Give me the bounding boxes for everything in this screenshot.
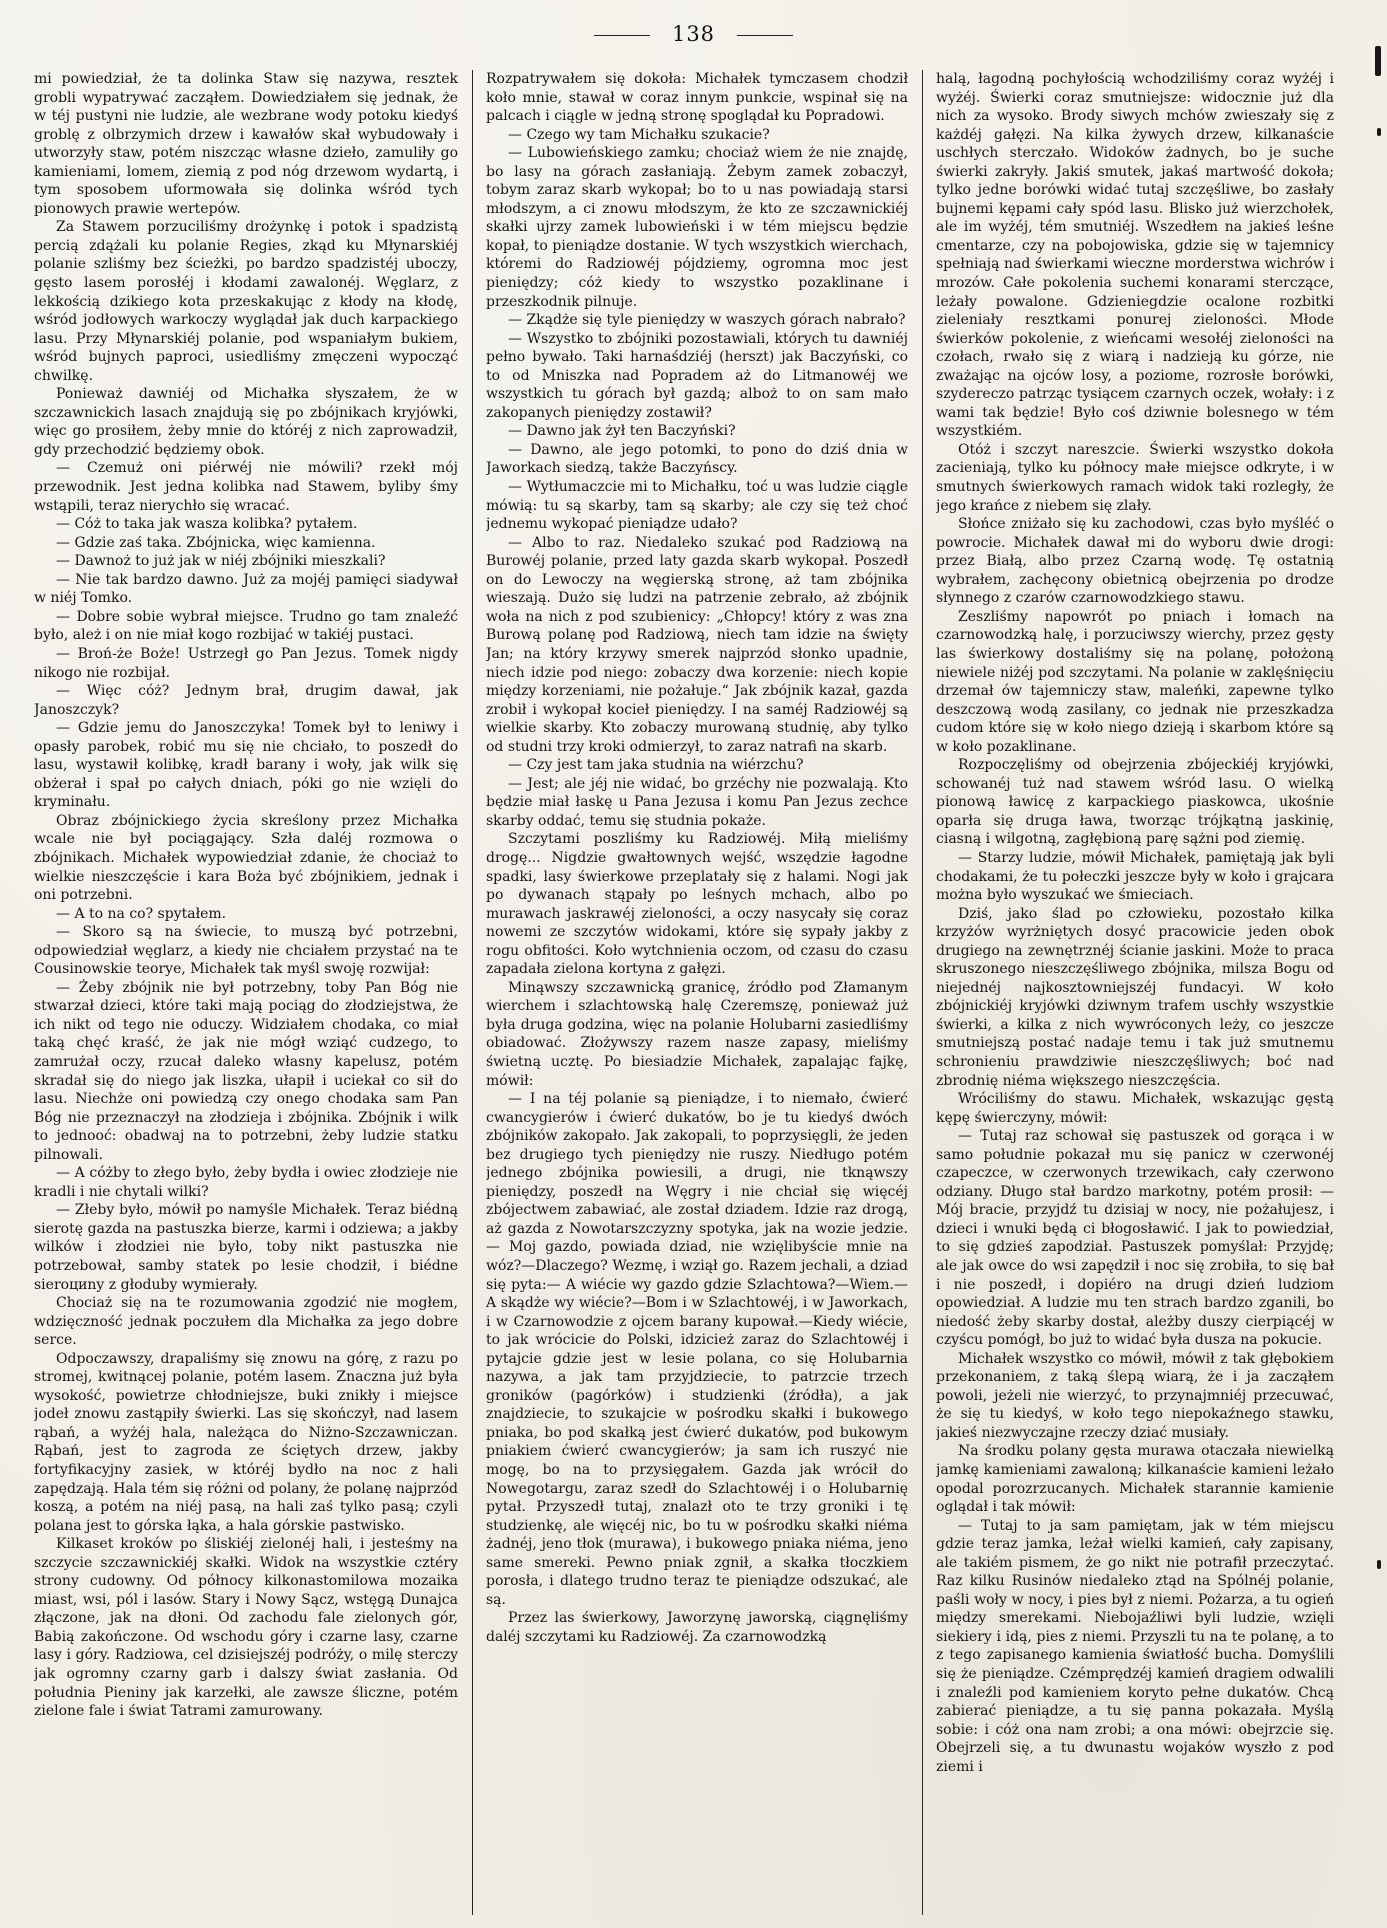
paragraph: — Żeby zbójnik nie był potrzebny, toby Pan Bóg nie stwarzał dzieci, które taki mają pociąg do złodziejstwa, że ich nikt od tego nie oduczy. Widziałem chodaka, co miał taką chęć kraść, że jak nie mógł wziąć cudzego, to zamrużał oczy, rzucał daleko własny kapelusz, potém skradał się do niego jak liszka, ułapił i uciekał co sił do lasu. Niechże oni powiedzą czy onego chodaka sam Pan Bóg nie przeznaczył na złodzieja i zbójnika. Zbójnik i wilk to jednooć: obadwaj na to potrzebni, żeby ludzie statku pilnowali. (34, 979, 458, 1163)
paragraph: Kilkaset kroków po śliskiéj zielonéj hali, i jesteśmy na szczycie szczawnickiéj skałki. Widok na wszystkie cztéry strony cudowny. Od północy kilkonastomilowa mozaika miast, wsi, pól i lasów. Stary i Nowy Sącz, wstęgą Dunajca złączone, jak na dłoni. Od zachodu fale zielonych gór, Babią zakończone. Od wschodu góry i czarne lasy, czarne lasy i góry. Radziowa, cel dzisiejszéj podróży, o milę sterczy jak ogromny czarny garb i dalszy świat zasłania. Od południa Pieniny jak karzełki, ale zawsze śliczne, potém zielone fale i świat Tatrami zamurowany. (34, 1536, 458, 1720)
paragraph: Otóż i szczyt nareszcie. Świerki wszystko dokoła zacieniają, tylko ku północy małe miejsce odkryte, i w smutnych świerkowych ramach widok taki rozległy, że jego krańce z niebem się zlały. (936, 441, 1334, 514)
paragraph: halą, łagodną pochyłością wchodziliśmy coraz wyżéj i wyżéj. Świerki coraz smutniejsze: widocznie już dla nich za wysoko. Brody siwych mchów zwieszały się z każdéj gałęzi. Na kilka żywych drzew, kilkanaście uschłych sterczało. Widoków żadnych, bo je suche świerki zakryły. Jakiś smutek, jakaś martwość dokoła; tylko jedne borówki widać tutaj szczęśliwe, bo zasłały bujnemi kępami cały spód lasu. Blisko już wierzchołek, ale im wyżéj, tém smutniéj. Wszedłem na jakieś leśne cmentarze, czy na pobojowiska, gdzie się w tajemnicy spełniają nad świerkami wieczne morderstwa wichrów i mrozów. Całe pokolenia suchemi konarami sterczące, leżały powalone. Gdzieniegdzie ocalone rozbitki zieleniały resztkami ponurej zieloności. Młode świerków pokolenie, z wieńcami wesołéj zieloności na czołach, rwało się z wiarą i nadzieją ku górze, nie zważając na ojców losy, a poziome, rozrosłe borówki, szydereczo patrząc tysiącem czarnych oczek, wołały: i z wami tak będzie! Było coś dziwnie bolesnego w tém wszystkiém. (936, 71, 1334, 440)
paragraph: Michałek wszystko co mówił, mówił z tak głębokiem przekonaniem, z taką ślepą wiarą, że i ja zacząłem powoli, jeżeli nie wierzyć, to przynajmniéj przecuwać, że się tu kiedyś, w koło tego niepokaźnego stawku, jakieś niezwyczajne rzeczy dziać musiały. (936, 1350, 1334, 1441)
paragraph: — Starzy ludzie, mówił Michałek, pamiętają jak byli chodakami, że tu połeczki jeszcze były w koło i grajcara można było wyszukać we śmieciach. (936, 849, 1334, 904)
page-header (0, 22, 1387, 46)
paragraph: — Wytłumaczcie mi to Michałku, toć u was ludzie ciągle mówią: tu są skarby, tam są skarby; ale czy się też choć jednemu wykopać pieniądze udało? (486, 479, 908, 533)
paragraph: — Złeby było, mówił po namyśle Michałek. Teraz biédną sierotę gazda na pastuszka bierze, karmi i odziewa; a jakby wilków i złodziei nie było, toby nikt pastuszka nie potrzebował, samby statek po lesie chodził, i biédne sieroциny z głoduby wymierały. (34, 1202, 458, 1293)
column-2 (486, 70, 908, 1915)
header-dash-left (594, 35, 650, 36)
paragraph: Wróciliśmy do stawu. Michałek, wskazując gęstą kępę świerczyny, mówił: (936, 1091, 1334, 1126)
paragraph: — Dobre sobie wybrał miejsce. Trudno go tam znaleźć było, ależ i on nie miał kogo rozbijać w takiéj pustaci. (34, 608, 458, 644)
paragraph: — Nie tak bardzo dawno. Już za mojéj pamięci siadywał w niéj Tomko. (34, 571, 458, 607)
paragraph: Za Stawem porzuciliśmy drożynkę i potok i spadzistą percią zdążali ku polanie Regies, zkąd ku Młynarskiéj polanie szliśmy bez ścieżki, po bardzo spadzistéj uboczy, gęsto lasem porosłéj i kłodami zawalonéj. Węglarz, z lekkością dzikiego kota przeskakując z kłody na kłodę, wśród jodłowych warkoczy wyglądał jak duch karpackiego lasu. Przy Młynarskiéj polanie, pod wspaniałym bukiem, wśród bujnych paproci, usiedliśmy zmęczeni wypocząć chwilkę. (34, 219, 458, 384)
paragraph: Ponieważ dawniéj od Michałka słyszałem, że w szczawnickich lasach znajdują się po zbójnikach kryjówki, więc go prosiłem, żeby mnie do któréj z nich zaprowadził, gdy przechodzić będziemy obok. (34, 386, 458, 458)
paragraph: Chociaż się na te rozumowania zgodzić nie mogłem, wdzięczność jednak poczułem dla Michałka za jego dobre serce. (34, 1295, 458, 1349)
paragraph: — Gdzie jemu do Janoszczyka! Tomek był to leniwy i opasły parobek, robić mu się nie chciało, to poszedł do lasu, wystawił kolibkę, kradł barany i woły, jak wilk się obżerał i spał po całych dniach, póki go nie wzięli do kryminału. (34, 720, 458, 811)
paragraph: — Skoro są na świecie, to muszą być potrzebni, odpowiedział węglarz, a kiedy nie chciałem przystać na te Cousinowskie teorye, Michałek tak myśl swoję rozwijał: (34, 924, 458, 978)
paragraph: — Albo to raz. Niedaleko szukać pod Radziową na Burowéj polanie, przed laty gazda skarb wykopał. Poszedł on do Lewoczy na węgierską stronę, aż tam zbójnika wieszają. Dużo się ludzi na patrzenie zebrało, aż zbójnik woła na nich z pod szubienicy: „Chłopcy! który z was zna Burową polanę pod Radziową, niech tam idzie na święty Jan; na który krzywy smerek najprzód słonko upadnie, niech idzie pod niego: zobaczy dwa korzenie: niech kopie między korzeniami, nie pożałuje.“ Jak zbójnik kazał, gazda zrobił i wykopał kocieł pieniędzy. I na saméj Radziowéj są wielkie skarby. Kto zobaczy murowaną studnię, aby tylko od studni trzy kroki odmierzył, to zaraz natrafi na skarb. (486, 534, 908, 755)
paragraph: — Dawno, ale jego potomki, to pono do dziś dnia w Jaworkach siedzą, także Baczyńscy. (486, 441, 908, 477)
paragraph: — Gdzie zaś taka. Zbójnicka, więc kamienna. (56, 534, 376, 551)
paragraph: — Dawnoż to już jak w niéj zbójniki mieszkali? (56, 553, 386, 570)
paragraph: Rozpatrywałem się dokoła: Michałek tymczasem chodził koło mnie, stawał w coraz innym punkcie, wspinał się na palcach i ciągle w jedną stronę spoglądał ku Popradowi. (486, 71, 908, 125)
paragraph: — A cóżby to złego było, żeby bydła i owiec złodzieje nie kradli i nie chytali wilki? (34, 1165, 458, 1200)
paragraph: — Więc cóż? Jednym brał, drugim dawał, jak Janoszczyk? (34, 683, 458, 718)
page-number: 138 (671, 22, 716, 46)
paragraph: Rozpoczęliśmy od obejrzenia zbójeckiéj kryjówki, schowanéj tuż nad stawem wśród lasu. O wielką pionową ławicę z karpackiego piaskowca, ukośnie oparła się druga ława, tworząc trójkątną jaskinię, ciasną i wilgotną, zagłębioną parę sążni pod ziemię. (936, 757, 1334, 848)
paragraph: Zeszliśmy napowrót po pniach i łomach na czarnowodzką halę, i porzuciwszy wierchy, przez gęsty las świerkowy dostaliśmy się na polanę, położoną niewiele niżéj pod szczytami. Na polanie w zaklęśnięciu drzemał ów tajemniczy staw, maleńki, zapewne tylko deszczową wodą zasilany, co jednak nie przeszkadza cudom które się w koło niego dzieją i skarbom które są w koło pozaklinane. (936, 608, 1334, 755)
paragraph: Minąwszy szczawnicką granicę, źródło pod Złamanym wierchem i szlachtowską halę Czeremszę, ponieważ już była druga godzina, więc na polanie Holubarni zasiedliśmy obiadować. Złożywszy razem nasze zapasy, mieliśmy świetną ucztę. Po biesiadzie Michałek, zapalając fajkę, mówił: (486, 979, 908, 1089)
paragraph: Szczytami poszliśmy ku Radziowéj. Miłą mieliśmy drogę... Nigdzie gwałtownych wejść, wszędzie łagodne spadki, lasy świerkowe przeplatały się z halami. Nogi jak po dywanach stąpały po leśnych mchach, albo po murawach jaskrawéj zieloności, a oczy nasycały się coraz nowemi ze szczytów widokami, które się sypały jakby z rogu obfitości. Koło wytchnienia oczom, od czasu do czasu zapadała zielona kortyna z gałęzi. (486, 831, 908, 978)
paragraph: — Zkądże się tyle pieniędzy w waszych górach nabrało? (508, 312, 906, 329)
paragraph: mi powiedział, że ta dolinka Staw się nazywa, resztek grobli wypatrywać zacząłem. Dowiedziałem się jednak, że w téj pustyni nie ludzie, ale wezbrane wody potoku kiedyś groblę z olbrzymich drzew i kawałów skał wybudowały i utworzyły staw, potém niszcząc własne dzieło, zamuliły go kamieniami, lomem, ziemią z pod nóg drzewom wydartą, i tym sposobem uformowała się dolinka wśród tych pionowych prawie wertepów. (34, 71, 458, 217)
header-dash-right (737, 35, 793, 36)
text-columns (34, 70, 1334, 1915)
paragraph: Przez las świerkowy, Jaworzynę jaworską, ciągnęliśmy daléj szczytami ku Radziowéj. Za czarnowodzką (486, 1610, 908, 1645)
page-edge-mark (1377, 128, 1381, 136)
page-edge-mark (1375, 46, 1381, 76)
paragraph: Obraz zbójnickiego życia skreślony przez Michałka wcale nie był pociągający. Szła daléj rozmowa o zbójnikach. Michałek wypowiedział zdanie, że chociaż to wielkie nieszczęście i kara Boża być zbójnikiem, jednak i oni potrzebni. (34, 812, 458, 904)
paragraph: Na środku polany gęsta murawa otaczała niewielką jamkę kamieniami zawaloną; kilkanaście kamieni leżało opodal porozrzucanych. Michałek starannie kamienie oglądał i tak mówił: (936, 1443, 1334, 1516)
paragraph: — Czego wy tam Michałku szukacie? (508, 126, 770, 143)
paragraph: — Tutaj raz schował się pastuszek od gorąca i w samo południe pokazał mu się panicz w czerwonéj czapeczce, w czerwonych trzewikach, cały czerwono odziany. Długo stał bardzo markotny, potém prosił: — Mój bracie, przyjdź tu dzisiaj w nocy, nie pożałujesz, i dzieci i wnuki będą ci błogosławić. I jak to powiedział, to się gdzieś zapodział. Pastuszek pomyślał: Przyjdę; ale jak owce do wsi zapędził i noc się zrobiła, to się bał i nie poszedł, i dopiéro na drugi dzień ludziom opowiedział. A ludzie mu ten strach bardzo zganili, bo niedość żeby skarby dostał, ależby duszy cierpiącéj w czyścu pomógł, bo już to widać była dusza na pokucie. (936, 1128, 1334, 1349)
paragraph: Słońce zniżało się ku zachodowi, czas było myśléć o powrocie. Michałek dawał mi do wyboru dwie drogi: przez Białą, albo przez Czarną wodę. Tę ostatnią wybrałem, zachęcony obietnicą obejrzenia po drodze słynnego z czarów czarnowodzkiego stawu. (936, 516, 1334, 607)
paragraph: — Cóż to taka jak wasza kolibka? pytałem. (56, 516, 358, 533)
paragraph: — Wszystko to zbójniki pozostawiali, których tu dawniéj pełno bywało. Taki harnaśdziéj (herszt) jak Baczyński, co to od Mniszka nad Popradem aż do Litmanowéj we wszystkich tu górach był gazdą; alboż to on sam mało zakopanych pieniędzy zostawił? (486, 330, 908, 421)
paragraph: Odpoczawszy, drapaliśmy się znowu na górę, z razu po stromej, kwitnącej polanie, potém lasem. Znaczna już była wysokość, powietrze chłodniejsze, buki znikły i miejsce jodeł znowu zastąpiły świerki. Las się skończył, nad lasem rąbań, a wyżéj hala, należąca do Niżno-Szczawniczan. Rąbań, jest to zagroda ze ściętych drzew, jakby fortyfikacyjny zasiek, w któréj bydło na noc z hali zapędzają. Hala tém się różni od polany, że polanę najprzód koszą, a potém na niéj pasą, na hali zaś tylko pasą; czyli polana jest to górska łąka, a hala górskie pastwisko. (34, 1350, 458, 1534)
column-3 (936, 70, 1334, 1915)
paragraph: — Tutaj to ja sam pamiętam, jak w tém miejscu gdzie teraz jamka, leżał wielki kamień, cały zapisany, ale takiém pismem, że go nikt nie potrafił przeczytać. Raz kilku Rusinów niedaleko ztąd na Spólnéj polanie, paśli woły w nocy, i pies był z niemi. Pożarza, a tu ogień między smerekami. Niebojaźliwi byli ludzie, wzięli siekiery i idą, pies z niemi. Przyszli tu na te polanę, a to z tego zapisanego kamienia światłość bucha. Domyślili się że pieniądze. Czémprędzéj kamień dragiem odwalili i znaleźli pod kamieniem koryto pełne dukatów. Chcą zabierać pieniądze, a tu się panna pokazała. Myślą sobie: i cóż ona nam zrobi; a ona mówi: obejrzcie się. Obejrzeli się, a tu dwunastu wojaków wyszło z pod ziemi i (936, 1517, 1334, 1775)
paragraph: — Czy jest tam jaka studnia na wiérzchu? (508, 757, 804, 774)
paragraph: — Broń-że Boże! Ustrzegł go Pan Jezus. Tomek nigdy nikogo nie rozbijał. (34, 645, 458, 681)
paragraph: — Dawno jak żył ten Baczyński? (508, 423, 736, 440)
paragraph: — Lubowieńskiego zamku; chociaż wiem że nie znajdę, bo lasy na górach zasłaniają. Żebym zamek zobaczył, tobym zaraz skarb wykopał; bo to u nas powiadają starsi młodszym, a ci znowu młodszym, że kto ze szczawnickiéj skałki ujrzy zamek lubowieński i w tém miejscu będzie kopał, to pieniądze dostanie. W tych wszystkich wierchach, któremi do Radziowéj pójdziemy, ogromna moc jest pieniędzy; cóż kiedy to wszystko pozaklinane i przeszkodnik pilnuje. (486, 145, 908, 310)
paragraph: — Czemuż oni piérwéj nie mówili? rzekł mój przewodnik. Jest jedna kolibka nad Stawem, byliby śmy wstąpili, teraz nierychło się wracać. (34, 460, 458, 514)
paragraph: — Jest; ale jéj nie widać, bo grzéchy nie pozwalają. Kto będzie miał łaskę u Pana Jezusa i komu Pan Jezus zechce skarby oddać, temu się studnia pokaże. (486, 775, 908, 829)
paragraph: — I na téj polanie są pieniądze, i to niemało, ćwierć cwancygierów i ćwierć dukatów, bo je tu kiedyś dwóch zbójników zakopało. Jak zakopali, to poprzysięgli, że jeden bez drugiego tych pieniędzy nie ruszy. Niedługo potém jednego zbójnika powiesili, a drugi, nie tknąwszy pieniędzy, poszedł na Węgry i nie chciał się więcéj zbójectwem zabawiać, ale został dziadem. Idzie raz drogą, aż gazda z Nowotarszczyzny spotyka, jak na wozie jedzie. — Moj gazdo, powiada dziad, nie wzięlibyście mnie na wóz?—Dlaczego? Wezmę, i wziął go. Razem jechali, a dziad się pyta:— A wiécie wy gazdo gdzie Szlachtowa?—Wiem.—A skądże wy wiécie?—Bom i w Szlachtowéj, i w Jaworkach, i w Czarnowodzie z ojcem barany kupował.—Kiedy wiécie, to jak wrócicie do Polski, idzicież zaraz do Szlachtowéj i pytajcie gdzie jest w lesie polana, co się Holubarnia nazywa, a jak tam przyjdziecie, to patrzcie trzech groników (pagórków) i studzienki (źródła), a jak znajdziecie, to szukajcie w pośrodku skałki i bukowego pniaka, bo pod skałką jest ćwierć dukatów, pod bukowym pniakiem ćwierć cwancygierów; ja sam ich ruszyć nie mogę, bo na to przysięgałem. Gazda jak wrócił do Nowegotargu, zaraz szedł do Szlachtowéj i o Holubarnię pytał. Przyszedł tutaj, znalazł oto te trzy groniki i tę studzienkę, ale więcéj nic, bo tu w pośrodku skałki niéma żadnéj, jeno tłok (murawa), i bukowego pniaka niéma, jeno same smereki. Pewno pniak zgnił, a skałka tłoczkiem porosła, i dlatego trudno teraz te pieniądze odszukać, ale są. (486, 1091, 908, 1608)
paragraph: — A to na co? spytałem. (56, 905, 227, 922)
paragraph: Dziś, jako ślad po człowieku, pozostało kilka krzyżów wyrżniętych dosyć pracowicie jeden obok drugiego na zewnętrznéj ścianie jaskini. Może to praca skruszonego nieszczęśliwego zbójnika, milsza Bogu od niejednéj najkosztowniejszéj fundacyi. W koło zbójnickiéj kryjówki dziwnym trafem uschły wszystkie świerki, a kilka z nich wywróconych leży, co jeszcze smutniejszą postać nadaje temu i tak już smutnemu schronieniu prawdziwie nieszczęśliwych; boć nad zbrodnię niéma większego nieszczęścia. (936, 905, 1334, 1089)
column-1 (34, 70, 458, 1915)
page-edge-mark (1377, 1560, 1381, 1569)
